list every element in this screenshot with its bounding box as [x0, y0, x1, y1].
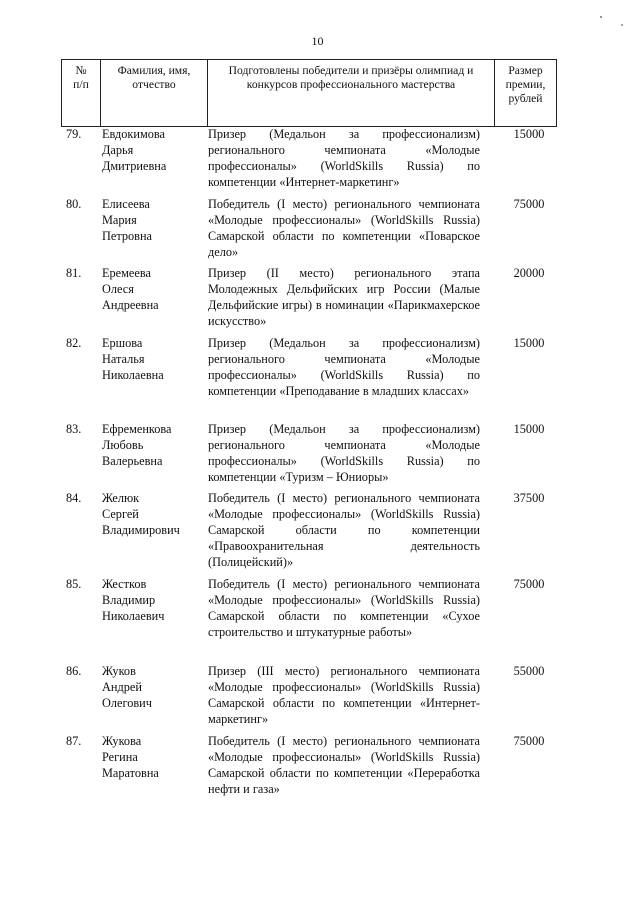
- header-name: Фамилия, имя, отчество: [101, 60, 208, 126]
- row-description: Призер (Медальон за профессионализм) регионального чемпионата «Молодые профессионалы» (WorldSkills Russia) по компетенции «Преподавание в младших классах»: [208, 336, 480, 398]
- row-description: Призер (II место) регионального этапа Молодежных Дельфийских игр России (Малые Дельфийские игры) в номинации «Парикмахерское искусство»: [208, 266, 480, 328]
- row-number: 86.: [66, 664, 82, 678]
- header-num: № п/п: [62, 60, 101, 126]
- row-name: Еремеева Олеся Андреевна: [102, 266, 159, 312]
- row-name: Жуков Андрей Олегович: [102, 664, 152, 710]
- row-amount: 20000: [513, 266, 545, 280]
- row-description: Победитель (I место) регионального чемпионата «Молодые профессионалы» (WorldSkills Russia) Самарской области по компетенции «Сухое строительство и штукатурные работы»: [208, 577, 480, 639]
- page-number: 10: [311, 34, 324, 48]
- row-name: Ершова Наталья Николаевна: [102, 336, 164, 382]
- scan-speck: [621, 24, 623, 26]
- row-name: Желюк Сергей Владимирович: [102, 491, 180, 537]
- row-amount: 15000: [513, 127, 545, 141]
- row-number: 79.: [66, 127, 82, 141]
- row-description: Победитель (I место) регионального чемпионата «Молодые профессионалы» (WorldSkills Russia) Самарской области по компетенции «Правоохранительная деятельность (Полицейский)»: [208, 491, 480, 569]
- header-amount: Размер премии, рублей: [505, 64, 546, 105]
- row-number: 84.: [66, 491, 82, 505]
- row-name: Жестков Владимир Николаевич: [102, 577, 165, 623]
- row-name: Ефременкова Любовь Валерьевна: [102, 422, 172, 468]
- table-header: [61, 59, 557, 127]
- row-amount: 75000: [513, 577, 545, 591]
- row-amount: 15000: [513, 422, 545, 436]
- row-description: Призер (III место) регионального чемпионата «Молодые профессионалы» (WorldSkills Russia) Самарской области по компетенции «Интернет-маркетинг»: [208, 664, 480, 726]
- row-number: 85.: [66, 577, 82, 591]
- row-name: Елисеева Мария Петровна: [102, 197, 153, 243]
- row-number: 83.: [66, 422, 82, 436]
- row-amount: 75000: [513, 197, 545, 211]
- row-name: Евдокимова Дарья Дмитриевна: [102, 127, 167, 173]
- row-amount: 55000: [513, 664, 545, 678]
- row-description: Победитель (I место) регионального чемпионата «Молодые профессионалы» (WorldSkills Russia) Самарской области по компетенции «Переработка нефти и газа»: [208, 734, 480, 796]
- header-desc: Подготовлены победители и призёры олимпиад и конкурсов профессионального мастерства: [208, 60, 495, 126]
- row-description: Победитель (I место) регионального чемпионата «Молодые профессионалы» (WorldSkills Russia) Самарской области по компетенции «Поварское дело»: [208, 197, 480, 259]
- row-number: 81.: [66, 266, 82, 280]
- row-description: Призер (Медальон за профессионализм) регионального чемпионата «Молодые профессионалы» (WorldSkills Russia) по компетенции «Туризм – Юниоры»: [208, 422, 480, 484]
- row-description: Призер (Медальон за профессионализм) регионального чемпионата «Молодые профессионалы» (WorldSkills Russia) по компетенции «Интернет-маркетинг»: [208, 127, 480, 189]
- scan-speck: [600, 16, 602, 18]
- row-number: 82.: [66, 336, 82, 350]
- row-amount: 37500: [513, 491, 545, 505]
- row-number: 80.: [66, 197, 82, 211]
- row-number: 87.: [66, 734, 82, 748]
- row-amount: 75000: [513, 734, 545, 748]
- row-amount: 15000: [513, 336, 545, 350]
- row-name: Жукова Регина Маратовна: [102, 734, 159, 780]
